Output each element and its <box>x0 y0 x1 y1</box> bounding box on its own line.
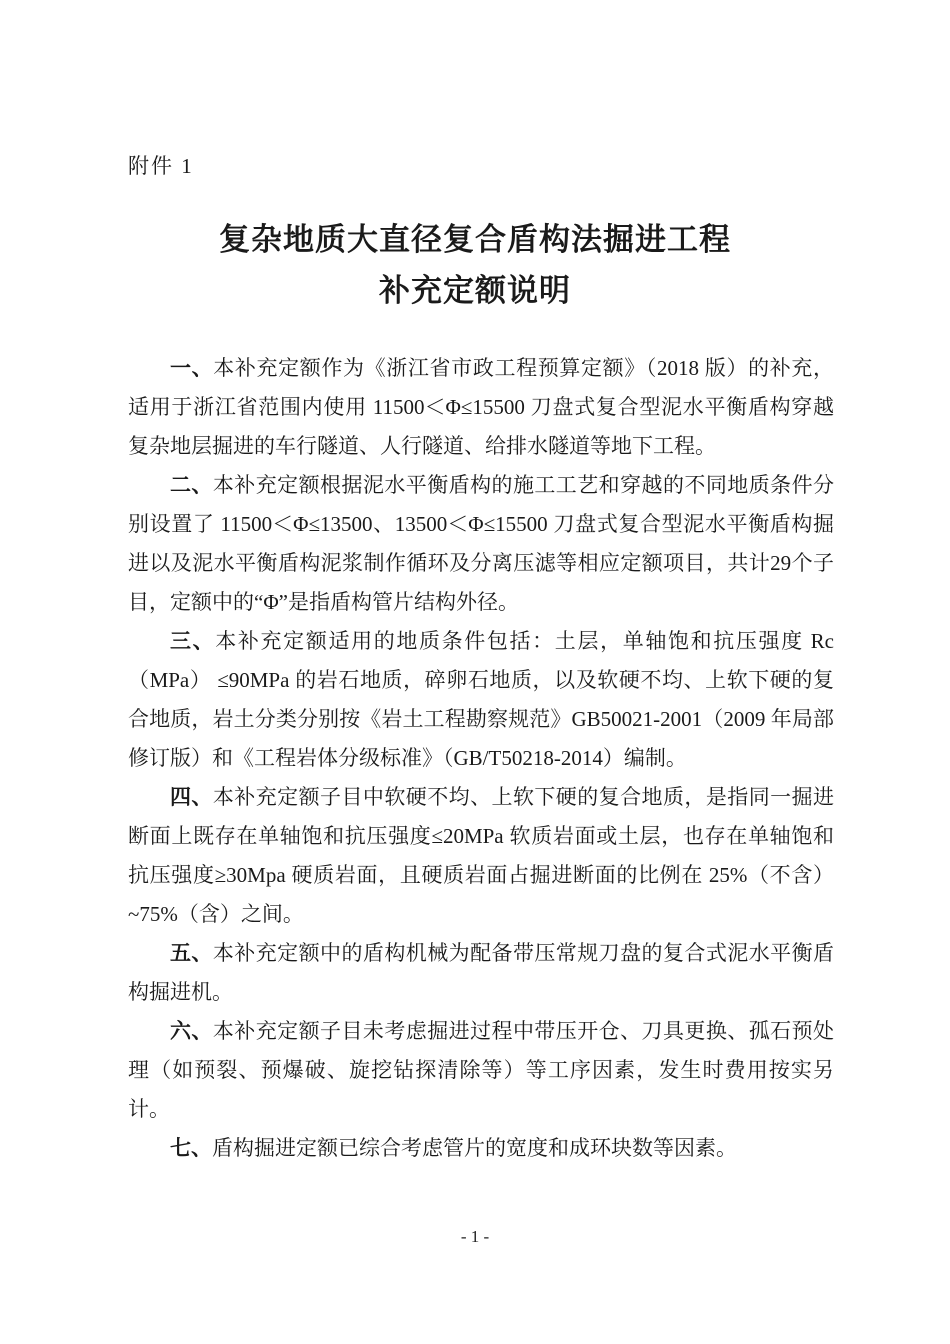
paragraph-7 <box>128 1129 834 1168</box>
document-title-line1: 复杂地质大直径复合盾构法掘进工程 <box>219 222 731 257</box>
paragraph-2 <box>128 466 834 622</box>
paragraph-3 <box>128 622 834 778</box>
paragraph-4-number: 四、 <box>170 785 213 809</box>
paragraph-1 <box>128 349 834 466</box>
paragraph-1-number: 一、 <box>170 356 214 380</box>
paragraph-2-number: 二、 <box>170 473 213 497</box>
paragraph-4 <box>128 778 834 934</box>
paragraph-5-text: 本补充定额中的盾构机械为配备带压常规刀盘的复合式泥水平衡盾构掘进机。 <box>128 941 835 1004</box>
paragraph-6-text: 本补充定额子目未考虑掘进过程中带压开仓、刀具更换、孤石预处理（如预裂、预爆破、旋挖钻探清除等）等工序因素，发生时费用按实另计。 <box>128 1019 835 1121</box>
paragraph-7-text: 盾构掘进定额已综合考虑管片的宽度和成环块数等因素。 <box>212 1136 737 1160</box>
paragraph-3-text: 本补充定额适用的地质条件包括：土层，单轴饱和抗压强度 Rc（MPa） ≤90MPa 的岩石地质，碎卵石地质，以及软硬不均、上软下硬的复合地质，岩土分类分别按《岩土工程勘察规范》GB50021-2001（2009 年局部修订版）和《工程岩体分级标准》（GB/T50218-2014）编制。 <box>128 629 835 770</box>
paragraph-1-text: 本补充定额作为《浙江省市政工程预算定额》（2018 版）的补充，适用于浙江省范围内使用 11500＜Φ≤15500 刀盘式复合型泥水平衡盾构穿越复杂地层掘进的车行隧道、人行隧道、给排水隧道等地下工程。 <box>128 356 835 458</box>
document-title <box>0 214 950 316</box>
page-number: - 1 - <box>460 1227 490 1246</box>
paragraph-6 <box>128 1012 834 1129</box>
paragraph-7-number: 七、 <box>170 1136 212 1160</box>
paragraph-3-number: 三、 <box>170 629 216 653</box>
document-title-line2: 补充定额说明 <box>379 273 571 308</box>
paragraph-5 <box>128 934 834 1012</box>
paragraph-2-text: 本补充定额根据泥水平衡盾构的施工工艺和穿越的不同地质条件分别设置了 11500＜Φ≤13500、13500＜Φ≤15500 刀盘式复合型泥水平衡盾构掘进以及泥水平衡盾构泥浆制作循环及分离压滤等相应定额项目，共计29个子目，定额中的“Φ”是指盾构管片结构外径。 <box>128 473 835 614</box>
paragraph-6-number: 六、 <box>170 1019 213 1043</box>
paragraph-5-number: 五、 <box>170 941 213 965</box>
attachment-label: 附件 1 <box>128 154 194 178</box>
document-body <box>128 349 834 1168</box>
paragraph-4-text: 本补充定额子目中软硬不均、上软下硬的复合地质，是指同一掘进断面上既存在单轴饱和抗压强度≤20MPa 软质岩面或土层，也存在单轴饱和抗压强度≥30Mpa 硬质岩面，且硬质岩面占掘进断面的比例在 25%（不含）~75%（含）之间。 <box>128 785 835 926</box>
